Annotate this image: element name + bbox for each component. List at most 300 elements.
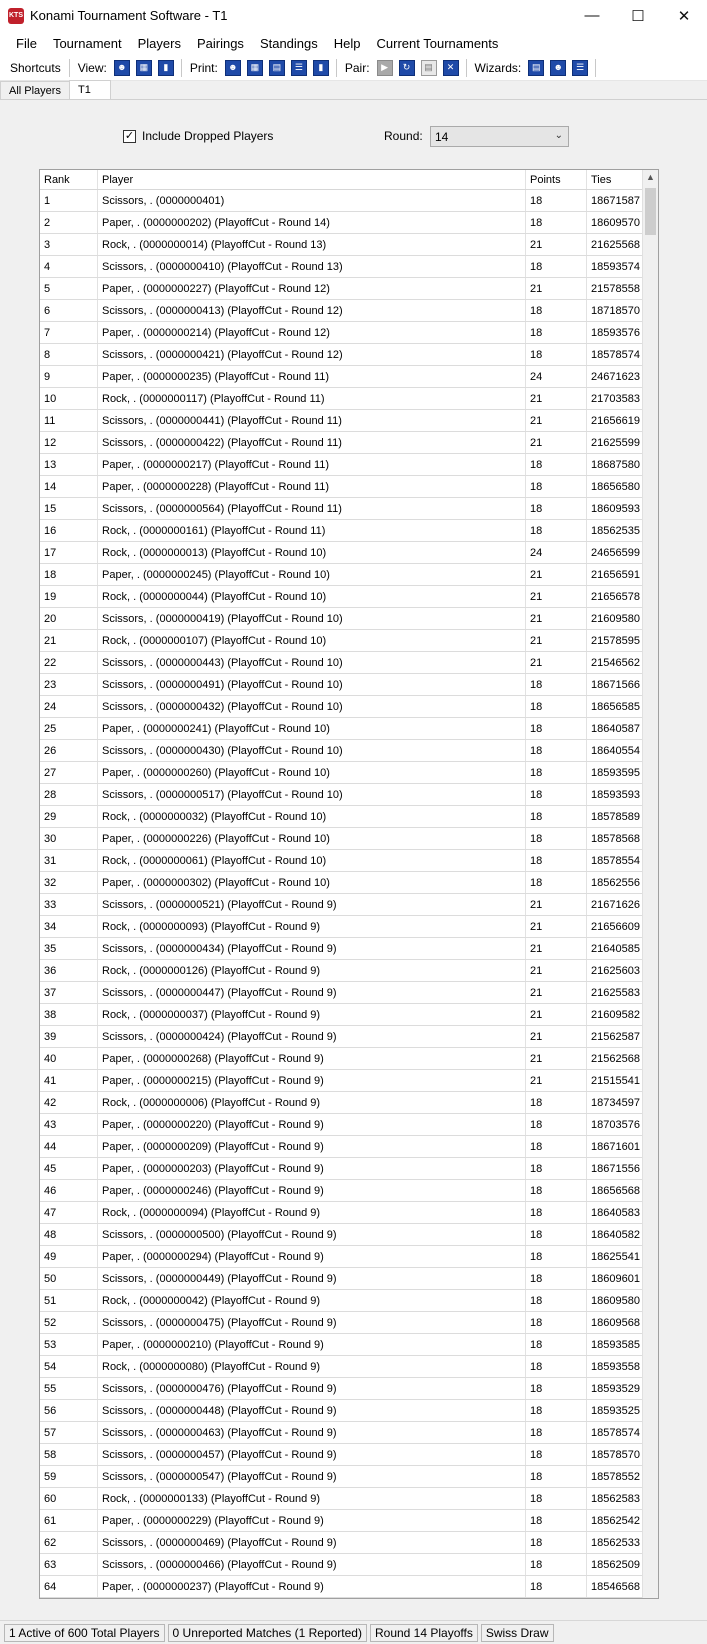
cell-points: 18 bbox=[526, 1334, 587, 1355]
cell-ties: 18640583 bbox=[587, 1202, 644, 1223]
cell-points: 18 bbox=[526, 1202, 587, 1223]
cell-points: 18 bbox=[526, 806, 587, 827]
players-icon[interactable]: ☻ bbox=[114, 60, 130, 76]
table-row[interactable] bbox=[40, 1356, 644, 1378]
standings-table bbox=[39, 169, 659, 1599]
cell-points: 21 bbox=[526, 1070, 587, 1091]
column-header-points[interactable]: Points bbox=[526, 170, 587, 189]
cell-points: 18 bbox=[526, 1510, 587, 1531]
cell-player: Rock, . (0000000044) (PlayoffCut - Round 10) bbox=[98, 586, 526, 607]
toolbar-separator bbox=[69, 59, 70, 77]
cell-player: Scissors, . (0000000430) (PlayoffCut - Round 10) bbox=[98, 740, 526, 761]
print-pair-icon[interactable]: ▤ bbox=[421, 60, 437, 76]
table-row[interactable] bbox=[40, 1202, 644, 1224]
cell-points: 18 bbox=[526, 1532, 587, 1553]
table-row[interactable] bbox=[40, 1466, 644, 1488]
status-bar bbox=[0, 1620, 707, 1644]
cell-player: Scissors, . (0000000443) (PlayoffCut - Round 10) bbox=[98, 652, 526, 673]
cell-points: 18 bbox=[526, 762, 587, 783]
table-row[interactable] bbox=[40, 872, 644, 894]
window-controls bbox=[569, 0, 707, 31]
cell-ties: 21609582 bbox=[587, 1004, 644, 1025]
cell-ties: 18578554 bbox=[587, 850, 644, 871]
table-row[interactable] bbox=[40, 1532, 644, 1554]
cell-player: Paper, . (0000000226) (PlayoffCut - Round 10) bbox=[98, 828, 526, 849]
table-row[interactable] bbox=[40, 916, 644, 938]
chevron-down-icon[interactable]: ⌄ bbox=[554, 130, 563, 141]
cell-player: Paper, . (0000000210) (PlayoffCut - Round 9) bbox=[98, 1334, 526, 1355]
cell-ties: 21546562 bbox=[587, 652, 644, 673]
cell-ties: 18578574 bbox=[587, 344, 644, 365]
cell-ties: 18671566 bbox=[587, 674, 644, 695]
cell-points: 18 bbox=[526, 520, 587, 541]
cell-points: 18 bbox=[526, 1378, 587, 1399]
cell-player: Scissors, . (0000000401) bbox=[98, 190, 526, 211]
cell-rank: 36 bbox=[40, 960, 98, 981]
tab-all-players[interactable]: All Players bbox=[0, 81, 70, 99]
round-label: Round: bbox=[384, 129, 423, 143]
menu-help[interactable]: Help bbox=[333, 35, 361, 51]
status-players: 1 Active of 600 Total Players bbox=[4, 1624, 165, 1642]
cell-player: Paper, . (0000000294) (PlayoffCut - Round 9) bbox=[98, 1246, 526, 1267]
cell-ties: 21671626 bbox=[587, 894, 644, 915]
cell-player: Paper, . (0000000228) (PlayoffCut - Round 11) bbox=[98, 476, 526, 497]
status-type: Swiss Draw bbox=[481, 1624, 554, 1642]
cell-ties: 18593574 bbox=[587, 256, 644, 277]
include-dropped-checkbox[interactable]: ✓ bbox=[124, 129, 135, 142]
cell-points: 21 bbox=[526, 982, 587, 1003]
cell-player: Paper, . (0000000214) (PlayoffCut - Round 12) bbox=[98, 322, 526, 343]
cell-ties: 21625583 bbox=[587, 982, 644, 1003]
cell-player: Rock, . (0000000032) (PlayoffCut - Round 10) bbox=[98, 806, 526, 827]
cell-points: 18 bbox=[526, 696, 587, 717]
cell-points: 18 bbox=[526, 476, 587, 497]
table-row[interactable] bbox=[40, 1334, 644, 1356]
table-row[interactable] bbox=[40, 806, 644, 828]
include-dropped-toggle[interactable] bbox=[123, 129, 273, 143]
cell-ties: 21640585 bbox=[587, 938, 644, 959]
cell-player: Scissors, . (0000000432) (PlayoffCut - Round 10) bbox=[98, 696, 526, 717]
play-icon[interactable]: ▶ bbox=[377, 60, 393, 76]
table-row[interactable] bbox=[40, 300, 644, 322]
cell-player: Scissors, . (0000000424) (PlayoffCut - Round 9) bbox=[98, 1026, 526, 1047]
toolbar bbox=[0, 55, 707, 81]
cell-rank: 29 bbox=[40, 806, 98, 827]
cell-player: Rock, . (0000000117) (PlayoffCut - Round 11) bbox=[98, 388, 526, 409]
table-row[interactable] bbox=[40, 828, 644, 850]
cell-ties: 18609580 bbox=[587, 1290, 644, 1311]
cell-player: Rock, . (0000000126) (PlayoffCut - Round 9) bbox=[98, 960, 526, 981]
cell-points: 21 bbox=[526, 630, 587, 651]
table-row[interactable] bbox=[40, 850, 644, 872]
table-row[interactable] bbox=[40, 982, 644, 1004]
chart-print-icon[interactable]: ▮ bbox=[313, 60, 329, 76]
cell-points: 18 bbox=[526, 1180, 587, 1201]
menu-current-tournaments[interactable]: Current Tournaments bbox=[376, 35, 499, 51]
table-row[interactable] bbox=[40, 278, 644, 300]
table-row[interactable] bbox=[40, 564, 644, 586]
cell-ties: 18640582 bbox=[587, 1224, 644, 1245]
cell-rank: 39 bbox=[40, 1026, 98, 1047]
wizards-label: Wizards: bbox=[474, 60, 522, 75]
players-print-icon[interactable]: ☻ bbox=[225, 60, 241, 76]
cell-ties: 24656599 bbox=[587, 542, 644, 563]
cell-rank: 50 bbox=[40, 1268, 98, 1289]
column-header-player[interactable]: Player bbox=[98, 170, 526, 189]
cell-ties: 21562568 bbox=[587, 1048, 644, 1069]
cell-player: Paper, . (0000000217) (PlayoffCut - Round 11) bbox=[98, 454, 526, 475]
round-select[interactable] bbox=[430, 126, 569, 147]
menu-pairings[interactable]: Pairings bbox=[196, 35, 244, 51]
table-row[interactable] bbox=[40, 1488, 644, 1510]
cell-player: Scissors, . (0000000500) (PlayoffCut - Round 9) bbox=[98, 1224, 526, 1245]
cell-player: Scissors, . (0000000419) (PlayoffCut - Round 10) bbox=[98, 608, 526, 629]
cell-rank: 20 bbox=[40, 608, 98, 629]
cell-points: 18 bbox=[526, 454, 587, 475]
cell-rank: 25 bbox=[40, 718, 98, 739]
tab-strip bbox=[0, 81, 707, 100]
cell-rank: 56 bbox=[40, 1400, 98, 1421]
table-row[interactable] bbox=[40, 234, 644, 256]
table-row[interactable] bbox=[40, 608, 644, 630]
cell-points: 21 bbox=[526, 432, 587, 453]
cell-player: Rock, . (0000000042) (PlayoffCut - Round 9) bbox=[98, 1290, 526, 1311]
cell-ties: 18562533 bbox=[587, 1532, 644, 1553]
toolbar-separator bbox=[466, 59, 467, 77]
chart-icon[interactable]: ▮ bbox=[158, 60, 174, 76]
cell-rank: 30 bbox=[40, 828, 98, 849]
cell-rank: 21 bbox=[40, 630, 98, 651]
table-row[interactable] bbox=[40, 1026, 644, 1048]
close-button[interactable]: ✕ bbox=[677, 7, 691, 25]
toolbar-separator bbox=[595, 59, 596, 77]
include-dropped-label[interactable]: Include Dropped Players bbox=[142, 129, 274, 143]
table-row[interactable] bbox=[40, 1158, 644, 1180]
cell-rank: 33 bbox=[40, 894, 98, 915]
cell-rank: 51 bbox=[40, 1290, 98, 1311]
cell-player: Rock, . (0000000094) (PlayoffCut - Round 9) bbox=[98, 1202, 526, 1223]
cell-rank: 49 bbox=[40, 1246, 98, 1267]
repair-icon[interactable]: ↻ bbox=[399, 60, 415, 76]
cell-rank: 31 bbox=[40, 850, 98, 871]
cell-player: Scissors, . (0000000547) (PlayoffCut - Round 9) bbox=[98, 1466, 526, 1487]
grid-print-icon[interactable]: ▦ bbox=[247, 60, 263, 76]
cell-player: Scissors, . (0000000521) (PlayoffCut - Round 9) bbox=[98, 894, 526, 915]
table-row[interactable] bbox=[40, 190, 644, 212]
cell-ties: 18578552 bbox=[587, 1466, 644, 1487]
table-row[interactable] bbox=[40, 938, 644, 960]
table-row[interactable] bbox=[40, 520, 644, 542]
cell-rank: 41 bbox=[40, 1070, 98, 1091]
cell-ties: 21656591 bbox=[587, 564, 644, 585]
cell-rank: 32 bbox=[40, 872, 98, 893]
cell-ties: 18718570 bbox=[587, 300, 644, 321]
cell-ties: 18562583 bbox=[587, 1488, 644, 1509]
cell-ties: 21656578 bbox=[587, 586, 644, 607]
cell-player: Paper, . (0000000209) (PlayoffCut - Round 9) bbox=[98, 1136, 526, 1157]
cell-points: 21 bbox=[526, 1048, 587, 1069]
cell-player: Scissors, . (0000000466) (PlayoffCut - Round 9) bbox=[98, 1554, 526, 1575]
cell-player: Scissors, . (0000000448) (PlayoffCut - Round 9) bbox=[98, 1400, 526, 1421]
cell-ties: 18578589 bbox=[587, 806, 644, 827]
cell-ties: 18609568 bbox=[587, 1312, 644, 1333]
table-row[interactable] bbox=[40, 696, 644, 718]
cell-player: Rock, . (0000000093) (PlayoffCut - Round 9) bbox=[98, 916, 526, 937]
print-label: Print: bbox=[189, 60, 218, 75]
cell-player: Scissors, . (0000000421) (PlayoffCut - Round 12) bbox=[98, 344, 526, 365]
cell-player: Rock, . (0000000080) (PlayoffCut - Round 9) bbox=[98, 1356, 526, 1377]
table-row[interactable] bbox=[40, 212, 644, 234]
table-row[interactable] bbox=[40, 718, 644, 740]
cell-player: Paper, . (0000000203) (PlayoffCut - Round 9) bbox=[98, 1158, 526, 1179]
table-row[interactable] bbox=[40, 762, 644, 784]
table-row[interactable] bbox=[40, 542, 644, 564]
cell-rank: 53 bbox=[40, 1334, 98, 1355]
cell-ties: 18562556 bbox=[587, 872, 644, 893]
cell-player: Paper, . (0000000237) (PlayoffCut - Round 9) bbox=[98, 1576, 526, 1597]
table-row[interactable] bbox=[40, 366, 644, 388]
cell-rank: 47 bbox=[40, 1202, 98, 1223]
cell-rank: 8 bbox=[40, 344, 98, 365]
cell-points: 18 bbox=[526, 1554, 587, 1575]
scroll-up-icon[interactable]: ▲ bbox=[646, 172, 655, 182]
table-row[interactable] bbox=[40, 652, 644, 674]
menu-standings[interactable]: Standings bbox=[259, 35, 318, 51]
cell-rank: 12 bbox=[40, 432, 98, 453]
print-wizard-icon[interactable]: ▤ bbox=[528, 60, 544, 76]
table-row[interactable] bbox=[40, 388, 644, 410]
cell-rank: 62 bbox=[40, 1532, 98, 1553]
table-row[interactable] bbox=[40, 476, 644, 498]
scroll-thumb[interactable] bbox=[645, 188, 656, 235]
cell-rank: 34 bbox=[40, 916, 98, 937]
cell-rank: 26 bbox=[40, 740, 98, 761]
cell-rank: 57 bbox=[40, 1422, 98, 1443]
table-row[interactable] bbox=[40, 454, 644, 476]
table-row[interactable] bbox=[40, 630, 644, 652]
table-row[interactable] bbox=[40, 322, 644, 344]
table-row[interactable] bbox=[40, 1444, 644, 1466]
cell-points: 24 bbox=[526, 542, 587, 563]
cell-points: 21 bbox=[526, 1004, 587, 1025]
tab-t1[interactable]: T1 bbox=[69, 80, 111, 99]
cell-points: 18 bbox=[526, 190, 587, 211]
table-row[interactable] bbox=[40, 1290, 644, 1312]
cell-rank: 45 bbox=[40, 1158, 98, 1179]
table-row[interactable] bbox=[40, 1554, 644, 1576]
table-row[interactable] bbox=[40, 432, 644, 454]
cell-points: 24 bbox=[526, 366, 587, 387]
shortcuts-label: Shortcuts bbox=[10, 60, 61, 75]
table-row[interactable] bbox=[40, 1048, 644, 1070]
cell-ties: 18640587 bbox=[587, 718, 644, 739]
cell-points: 18 bbox=[526, 1092, 587, 1113]
cancel-pair-icon[interactable]: ✕ bbox=[443, 60, 459, 76]
cell-rank: 13 bbox=[40, 454, 98, 475]
table-row[interactable] bbox=[40, 1180, 644, 1202]
cell-player: Scissors, . (0000000469) (PlayoffCut - Round 9) bbox=[98, 1532, 526, 1553]
table-body bbox=[40, 190, 644, 1598]
cell-points: 18 bbox=[526, 1290, 587, 1311]
minimize-button[interactable]: — bbox=[584, 7, 600, 24]
cell-ties: 18593593 bbox=[587, 784, 644, 805]
table-row[interactable] bbox=[40, 784, 644, 806]
cell-rank: 14 bbox=[40, 476, 98, 497]
cell-ties: 21625568 bbox=[587, 234, 644, 255]
cell-player: Scissors, . (0000000447) (PlayoffCut - Round 9) bbox=[98, 982, 526, 1003]
cell-player: Rock, . (0000000014) (PlayoffCut - Round 13) bbox=[98, 234, 526, 255]
cell-ties: 18546568 bbox=[587, 1576, 644, 1597]
cell-rank: 38 bbox=[40, 1004, 98, 1025]
table-row[interactable] bbox=[40, 344, 644, 366]
cell-player: Scissors, . (0000000413) (PlayoffCut - Round 12) bbox=[98, 300, 526, 321]
cell-rank: 59 bbox=[40, 1466, 98, 1487]
cell-ties: 18593529 bbox=[587, 1378, 644, 1399]
cell-points: 21 bbox=[526, 1026, 587, 1047]
table-row[interactable] bbox=[40, 674, 644, 696]
list-print-icon[interactable]: ☰ bbox=[291, 60, 307, 76]
cell-ties: 21609580 bbox=[587, 608, 644, 629]
cell-ties: 18625541 bbox=[587, 1246, 644, 1267]
menu-file[interactable]: File bbox=[16, 35, 37, 51]
player-wizard-icon[interactable]: ☻ bbox=[550, 60, 566, 76]
cell-points: 21 bbox=[526, 608, 587, 629]
cell-player: Scissors, . (0000000564) (PlayoffCut - Round 11) bbox=[98, 498, 526, 519]
cell-ties: 21656609 bbox=[587, 916, 644, 937]
cell-player: Scissors, . (0000000517) (PlayoffCut - Round 10) bbox=[98, 784, 526, 805]
status-round: Round 14 Playoffs bbox=[370, 1624, 478, 1642]
cell-points: 21 bbox=[526, 278, 587, 299]
cell-player: Scissors, . (0000000457) (PlayoffCut - Round 9) bbox=[98, 1444, 526, 1465]
cell-points: 18 bbox=[526, 674, 587, 695]
cell-ties: 18734597 bbox=[587, 1092, 644, 1113]
cell-player: Scissors, . (0000000422) (PlayoffCut - Round 11) bbox=[98, 432, 526, 453]
table-row[interactable] bbox=[40, 740, 644, 762]
cell-points: 21 bbox=[526, 960, 587, 981]
cell-points: 21 bbox=[526, 586, 587, 607]
table-row[interactable] bbox=[40, 1224, 644, 1246]
cell-player: Rock, . (0000000061) (PlayoffCut - Round 10) bbox=[98, 850, 526, 871]
cell-rank: 37 bbox=[40, 982, 98, 1003]
table-row[interactable] bbox=[40, 256, 644, 278]
cell-rank: 15 bbox=[40, 498, 98, 519]
cell-player: Scissors, . (0000000410) (PlayoffCut - Round 13) bbox=[98, 256, 526, 277]
table-row[interactable] bbox=[40, 1268, 644, 1290]
round-select-value: 14 bbox=[435, 129, 449, 144]
table-row[interactable] bbox=[40, 1114, 644, 1136]
cell-player: Paper, . (0000000268) (PlayoffCut - Round 9) bbox=[98, 1048, 526, 1069]
cell-player: Paper, . (0000000235) (PlayoffCut - Round 11) bbox=[98, 366, 526, 387]
cell-points: 18 bbox=[526, 498, 587, 519]
cell-points: 18 bbox=[526, 1312, 587, 1333]
table-row[interactable] bbox=[40, 1576, 644, 1598]
table-row[interactable] bbox=[40, 960, 644, 982]
cell-ties: 24671623 bbox=[587, 366, 644, 387]
cell-player: Paper, . (0000000241) (PlayoffCut - Round 10) bbox=[98, 718, 526, 739]
table-row[interactable] bbox=[40, 1312, 644, 1334]
cell-rank: 18 bbox=[40, 564, 98, 585]
slips-print-icon[interactable]: ▤ bbox=[269, 60, 285, 76]
cell-ties: 18609570 bbox=[587, 212, 644, 233]
table-row[interactable] bbox=[40, 586, 644, 608]
cell-player: Scissors, . (0000000434) (PlayoffCut - Round 9) bbox=[98, 938, 526, 959]
cell-ties: 18562542 bbox=[587, 1510, 644, 1531]
app-logo-icon: KTS bbox=[8, 8, 24, 24]
cell-ties: 18578570 bbox=[587, 1444, 644, 1465]
cell-ties: 21656619 bbox=[587, 410, 644, 431]
cell-rank: 58 bbox=[40, 1444, 98, 1465]
cell-rank: 3 bbox=[40, 234, 98, 255]
vertical-scrollbar[interactable] bbox=[642, 170, 658, 1598]
cell-ties: 18656585 bbox=[587, 696, 644, 717]
table-row[interactable] bbox=[40, 1378, 644, 1400]
cell-player: Scissors, . (0000000441) (PlayoffCut - Round 11) bbox=[98, 410, 526, 431]
cell-ties: 18687580 bbox=[587, 454, 644, 475]
cell-points: 18 bbox=[526, 872, 587, 893]
grid-icon[interactable]: ▦ bbox=[136, 60, 152, 76]
table-row[interactable] bbox=[40, 1092, 644, 1114]
cell-rank: 9 bbox=[40, 366, 98, 387]
table-row[interactable] bbox=[40, 894, 644, 916]
cell-rank: 40 bbox=[40, 1048, 98, 1069]
cell-ties: 21578595 bbox=[587, 630, 644, 651]
cell-points: 18 bbox=[526, 1444, 587, 1465]
menu-players[interactable]: Players bbox=[137, 35, 181, 51]
cell-ties: 18562509 bbox=[587, 1554, 644, 1575]
table-row[interactable] bbox=[40, 1004, 644, 1026]
cell-ties: 21625599 bbox=[587, 432, 644, 453]
table-row[interactable] bbox=[40, 410, 644, 432]
cell-points: 18 bbox=[526, 256, 587, 277]
cell-player: Rock, . (0000000161) (PlayoffCut - Round 11) bbox=[98, 520, 526, 541]
cell-ties: 21515541 bbox=[587, 1070, 644, 1091]
cell-ties: 18671556 bbox=[587, 1158, 644, 1179]
cell-ties: 18671587 bbox=[587, 190, 644, 211]
table-row[interactable] bbox=[40, 1070, 644, 1092]
menu-tournament[interactable]: Tournament bbox=[52, 35, 122, 51]
table-row[interactable] bbox=[40, 498, 644, 520]
cell-points: 18 bbox=[526, 1422, 587, 1443]
table-row[interactable] bbox=[40, 1136, 644, 1158]
cell-points: 18 bbox=[526, 1246, 587, 1267]
cell-player: Rock, . (0000000037) (PlayoffCut - Round 9) bbox=[98, 1004, 526, 1025]
cell-player: Paper, . (0000000220) (PlayoffCut - Round 9) bbox=[98, 1114, 526, 1135]
cell-rank: 46 bbox=[40, 1180, 98, 1201]
table-row[interactable] bbox=[40, 1422, 644, 1444]
cell-rank: 43 bbox=[40, 1114, 98, 1135]
cell-points: 21 bbox=[526, 234, 587, 255]
cell-ties: 18593585 bbox=[587, 1334, 644, 1355]
cell-rank: 28 bbox=[40, 784, 98, 805]
column-header-rank[interactable]: Rank bbox=[40, 170, 98, 189]
cell-rank: 4 bbox=[40, 256, 98, 277]
cell-points: 21 bbox=[526, 652, 587, 673]
table-row[interactable] bbox=[40, 1246, 644, 1268]
table-row[interactable] bbox=[40, 1400, 644, 1422]
table-row[interactable] bbox=[40, 1510, 644, 1532]
cell-rank: 35 bbox=[40, 938, 98, 959]
cell-points: 18 bbox=[526, 1466, 587, 1487]
cell-rank: 61 bbox=[40, 1510, 98, 1531]
column-header-ties[interactable]: Ties bbox=[587, 170, 644, 189]
standings-panel bbox=[0, 100, 707, 1620]
cell-player: Scissors, . (0000000491) (PlayoffCut - Round 10) bbox=[98, 674, 526, 695]
maximize-button[interactable]: ☐ bbox=[631, 7, 645, 25]
list-wizard-icon[interactable]: ☰ bbox=[572, 60, 588, 76]
cell-ties: 18593595 bbox=[587, 762, 644, 783]
cell-rank: 42 bbox=[40, 1092, 98, 1113]
cell-rank: 24 bbox=[40, 696, 98, 717]
